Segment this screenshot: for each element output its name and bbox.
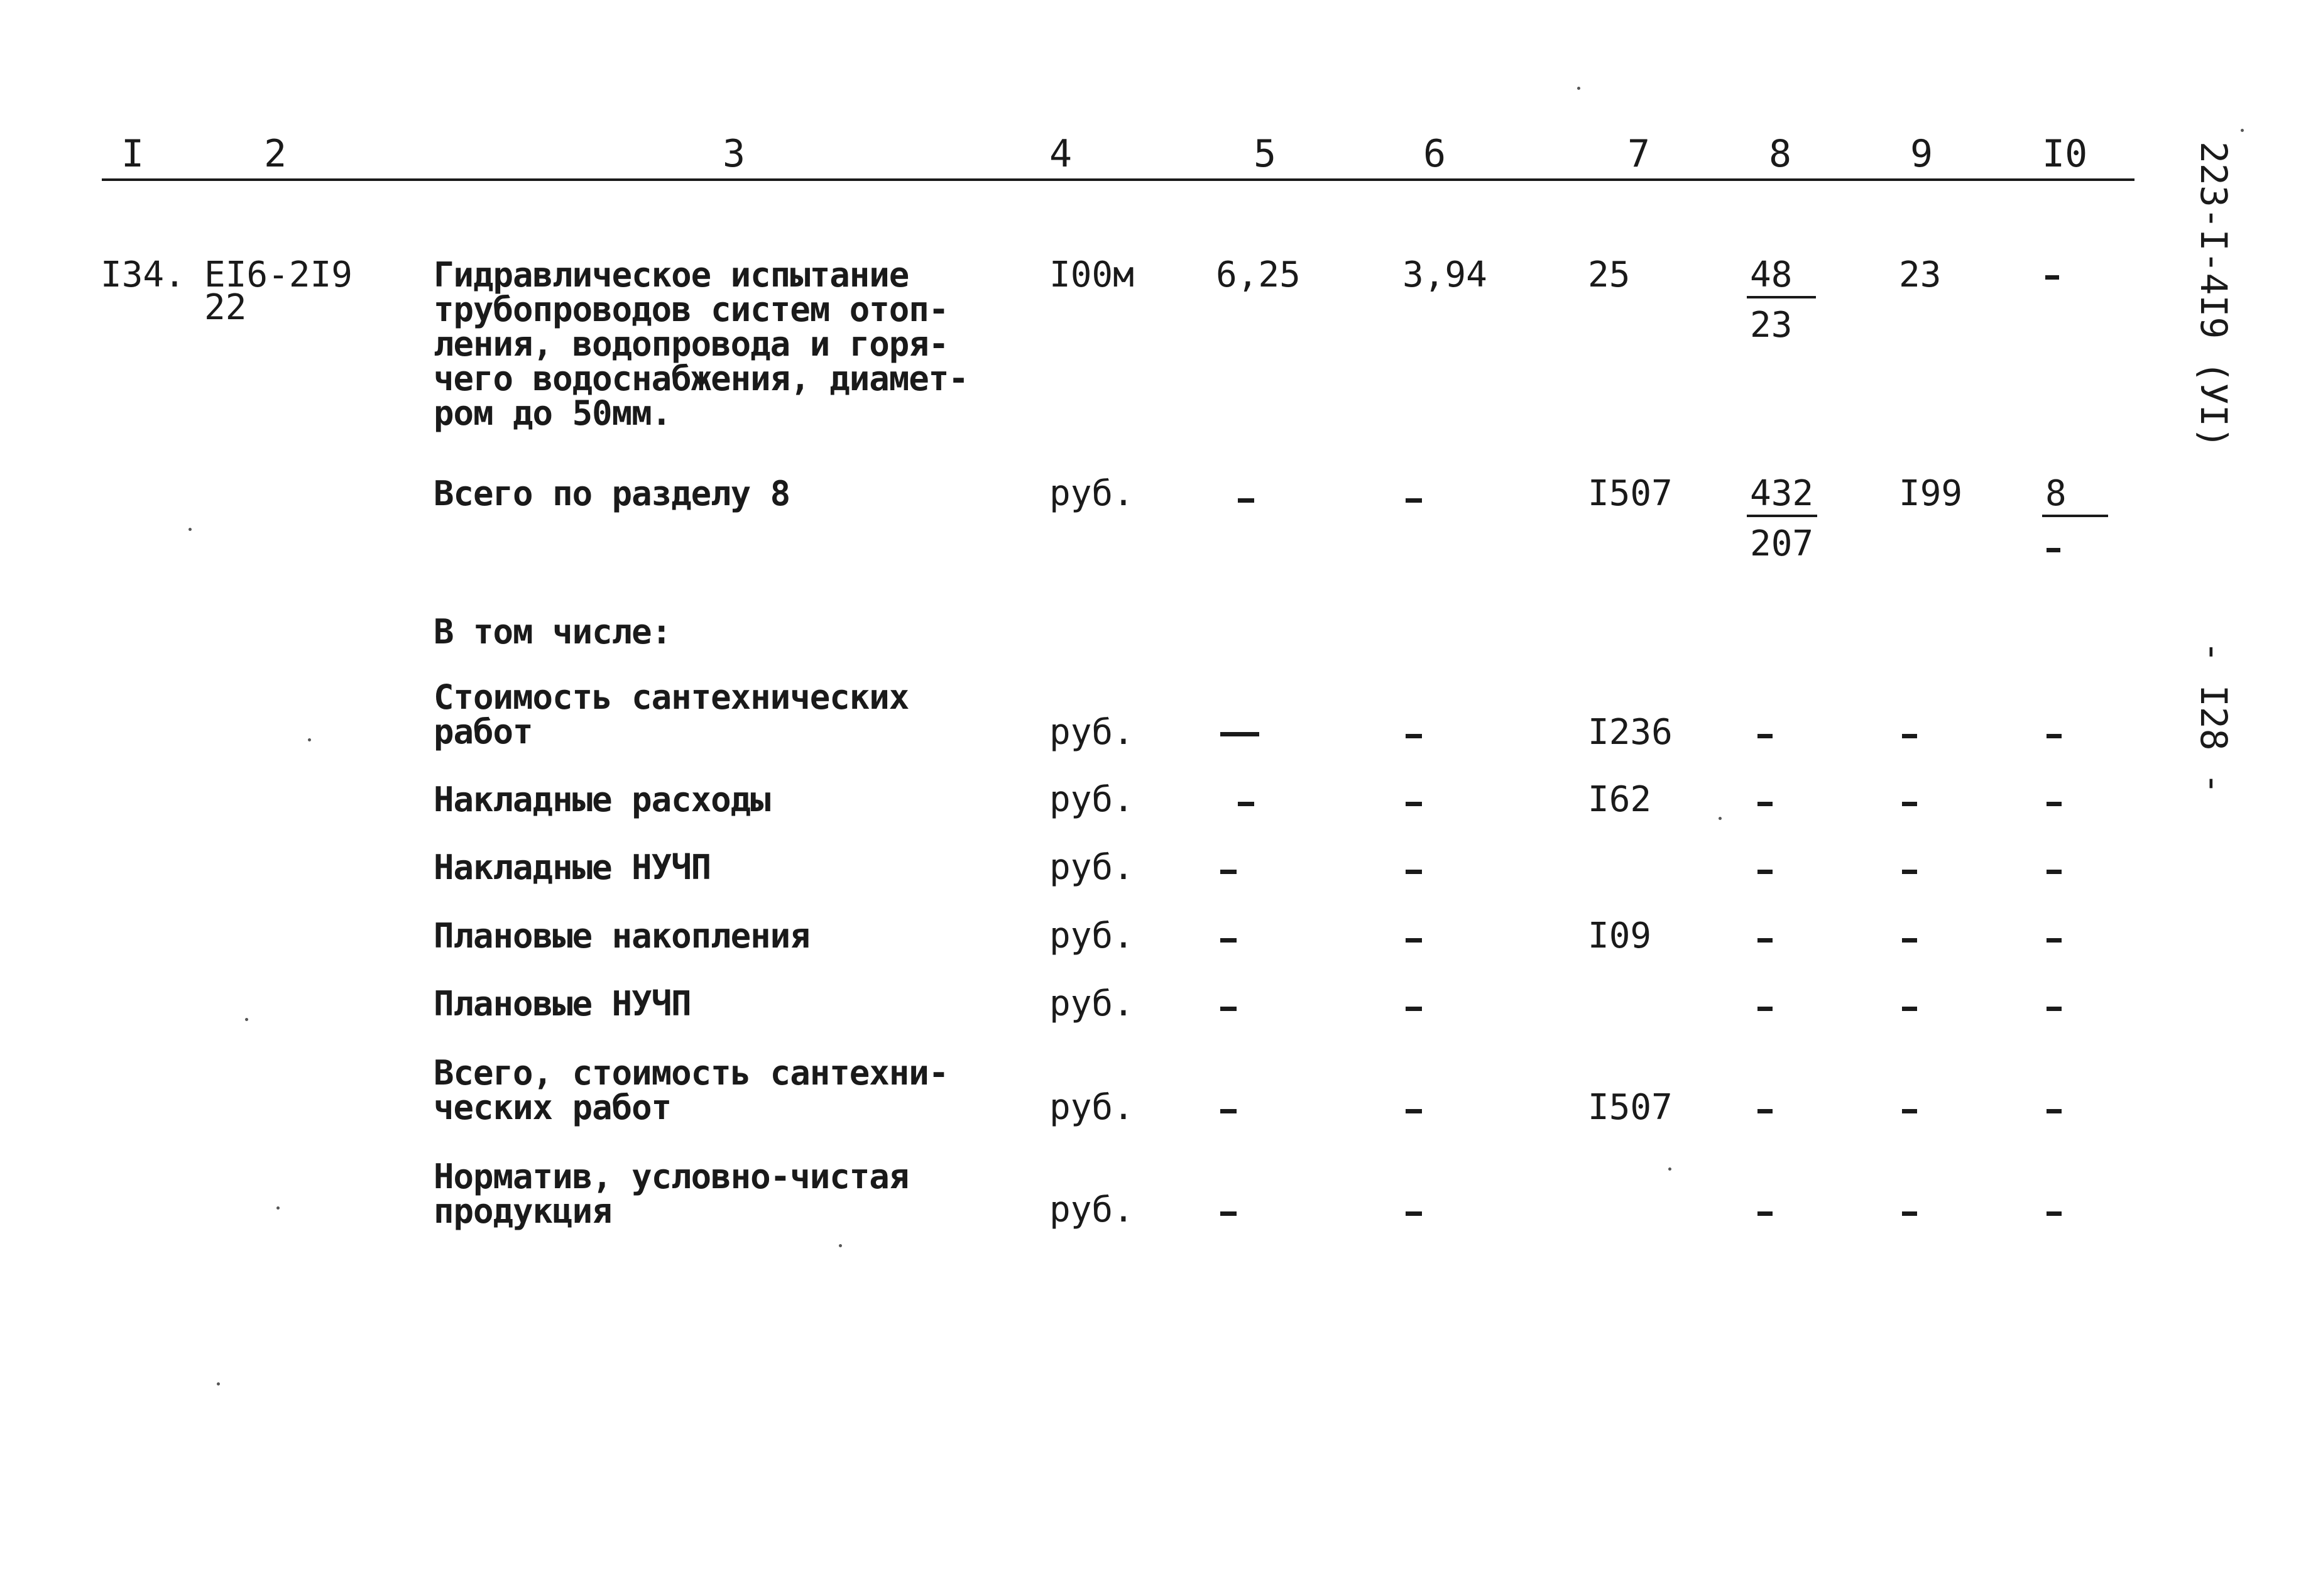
row-col9-dash [1902,1211,1917,1216]
total-col8-bottom: 207 [1750,523,1814,564]
col-header-10: I0 [2042,132,2088,176]
row-col10-dash [2047,1211,2062,1216]
scan-speck [308,738,311,741]
row-col9-dash [1902,870,1917,874]
item-code-line2: 22 [204,287,247,328]
row-col5-dash [1220,1211,1237,1216]
row-col5-dash [1220,938,1237,943]
item-col9: 23 [1899,254,1942,295]
col-header-3: 3 [723,132,746,176]
total-col10-top: 8 [2045,473,2067,514]
row-col6-dash [1406,1007,1422,1011]
row-label: Накладные расходы [434,780,770,819]
scan-speck [1577,87,1580,90]
row-label: Плановые НУЧП [434,984,691,1024]
row-col6-dash [1406,1211,1422,1216]
total-col9: I99 [1899,473,1963,514]
row-col9-dash [1902,802,1917,806]
row-unit: руб. [1049,779,1134,820]
row-col7: I236 [1588,712,1673,753]
item-col6: 3,94 [1402,254,1487,295]
row-col9-dash [1902,1007,1917,1011]
row-col5-dash [1238,802,1254,806]
row-col9-dash [1902,1109,1917,1113]
col-header-2: 2 [264,132,287,176]
col-header-6: 6 [1423,132,1446,176]
scan-speck [245,1018,248,1021]
scan-speck [217,1382,220,1386]
side-document-code: 223-I-4I9 (УI) [2192,141,2235,449]
total-col5-dash [1238,498,1254,503]
scan-speck [1719,817,1722,820]
scan-speck [276,1206,280,1210]
row-label: Стоимость сантехнических работ [434,677,909,752]
row-col6-dash [1406,734,1422,738]
col-header-4: 4 [1049,132,1073,176]
item-unit: I00м [1049,254,1134,295]
row-col10-dash [2047,734,2062,738]
row-col10-dash [2047,1109,2062,1113]
row-col6-dash [1406,938,1422,943]
row-col10-dash [2047,802,2062,806]
row-col6-dash [1406,870,1422,874]
row-col5-dash [1220,1109,1237,1113]
total-col8-top: 432 [1750,473,1814,514]
item-col8-fraction-line [1747,296,1816,298]
item-col8-top: 48 [1750,254,1793,295]
row-label: Накладные НУЧП [434,848,711,887]
row-label: Всего, стоимость сантехни- ческих работ [434,1053,949,1127]
item-col8-bottom: 23 [1750,305,1793,346]
row-col8-dash [1757,1109,1773,1113]
row-label: Плановые накопления [434,916,810,956]
item-col10-dash [2045,275,2059,280]
row-col5-dash [1220,732,1259,736]
row-unit: руб. [1049,1189,1134,1230]
row-col9-dash [1902,734,1917,738]
item-number: I34. [101,254,185,295]
total-col7: I507 [1588,473,1673,514]
scan-speck [2241,129,2244,132]
row-col10-dash [2047,1007,2062,1011]
row-col10-dash [2047,870,2062,874]
row-col10-dash [2047,938,2062,943]
row-col5-dash [1220,1007,1237,1011]
row-unit: руб. [1049,1087,1134,1128]
row-col8-dash [1757,734,1773,738]
col-header-9: 9 [1910,132,1933,176]
row-col6-dash [1406,802,1422,806]
item-col5: 6,25 [1216,254,1301,295]
total-label: Всего по разделу 8 [434,474,790,513]
including-label: В том числе: [434,612,672,652]
row-unit: руб. [1049,712,1134,753]
row-col6-dash [1406,1109,1422,1113]
row-label: Норматив, условно-чистая продукция [434,1157,909,1231]
scan-speck [189,528,192,531]
row-col5-dash [1220,870,1237,874]
header-rule [102,178,2134,181]
col-header-8: 8 [1769,132,1792,176]
item-code-line1: EI6-2I9 [204,254,353,295]
total-col8-fraction-line [1747,515,1817,517]
total-unit: руб. [1049,473,1134,514]
row-col7: I09 [1588,916,1652,956]
item-col7: 25 [1588,254,1631,295]
row-col7: I507 [1588,1087,1673,1128]
item-description: Гидравлическое испытание трубопроводов систем отоп- ления, водопровода и горя- чего водоснабжения, диамет- ром до 50мм. [434,255,968,433]
row-unit: руб. [1049,983,1134,1024]
side-page-number: - I28 - [2192,641,2235,795]
scan-speck [1668,1167,1671,1171]
col-header-5: 5 [1254,132,1277,176]
total-col10-bottom-dash [2047,548,2060,552]
col-header-1: I [121,132,145,176]
col-header-7: 7 [1627,132,1651,176]
scan-speck [839,1244,842,1247]
total-col10-fraction-line [2042,515,2108,517]
row-unit: руб. [1049,847,1134,888]
total-col6-dash [1406,498,1422,503]
row-col8-dash [1757,1211,1773,1216]
row-col8-dash [1757,870,1773,874]
row-col8-dash [1757,802,1773,806]
row-unit: руб. [1049,916,1134,956]
row-col7: I62 [1588,779,1652,820]
row-col8-dash [1757,938,1773,943]
row-col9-dash [1902,938,1917,943]
row-col8-dash [1757,1007,1773,1011]
